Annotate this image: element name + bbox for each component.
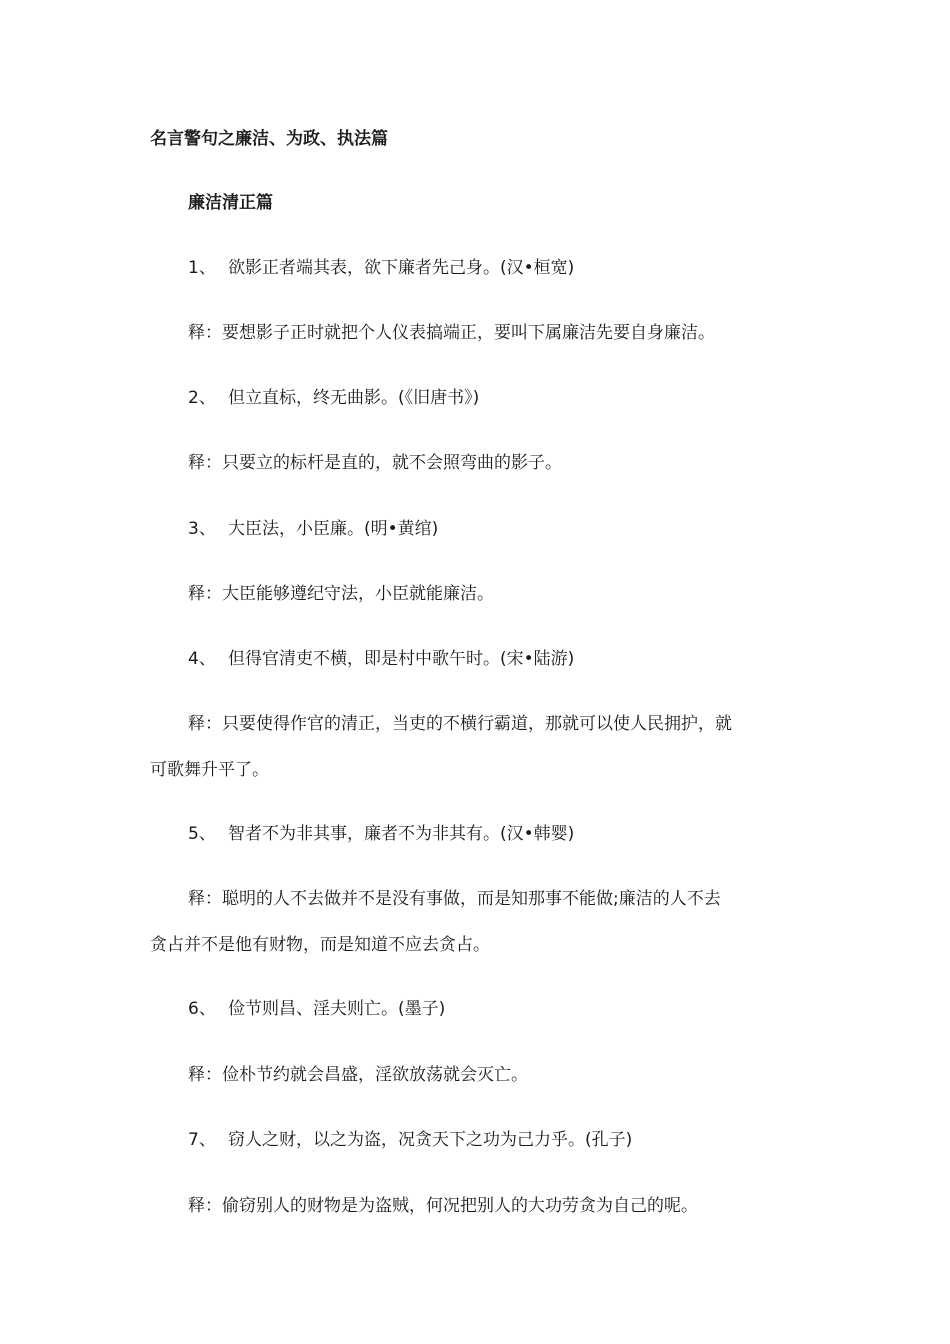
quote-line [188,257,574,279]
item-number: 7、 [188,1130,216,1150]
item-number: 4、 [188,649,216,669]
quote-text: 大臣法，小臣廉。(明•黄绾) [228,519,439,539]
section-heading: 廉洁清正篇 [188,193,273,213]
explanation-line: 释：大臣能够遵纪守法，小臣就能廉洁。 [188,584,494,604]
quote-line [188,387,479,409]
quote-text: 但立直标，终无曲影。(《旧唐书》) [228,388,480,408]
quote-line [188,823,574,845]
explanation-line: 释：偷窃别人的财物是为盗贼，何况把别人的大功劳贪为自己的呢。 [188,1196,698,1216]
quote-text: 欲影正者端其表，欲下廉者先己身。(汉•桓宽) [228,258,575,278]
quote-text: 但得官清吏不横，即是村中歌午时。(宋•陆游) [228,649,575,669]
explanation-line: 释：要想影子正时就把个人仪表搞端正，要叫下属廉洁先要自身廉洁。 [188,323,715,343]
quote-text: 窃人之财，以之为盗，况贪天下之功为己力乎。(孔子) [228,1130,633,1150]
quote-line [188,518,438,540]
explanation-line: 释：只要使得作官的清正，当吏的不横行霸道，那就可以使人民拥护，就 [188,714,732,734]
item-number: 1、 [188,258,216,278]
item-number: 3、 [188,519,216,539]
explanation-line: 释：只要立的标杆是直的，就不会照弯曲的影子。 [188,453,562,473]
explanation-line: 可歌舞升平了。 [150,760,269,780]
item-number: 2、 [188,388,216,408]
quote-text: 智者不为非其事，廉者不为非其有。(汉•韩婴) [228,824,575,844]
explanation-line: 贪占并不是他有财物，而是知道不应去贪占。 [150,935,490,955]
explanation-line: 释：俭朴节约就会昌盛，淫欲放荡就会灭亡。 [188,1065,528,1085]
quote-line [188,648,574,670]
document-title: 名言警句之廉洁、为政、执法篇 [150,129,388,149]
item-number: 6、 [188,999,216,1019]
item-number: 5、 [188,824,216,844]
quote-line [188,1129,632,1151]
quote-text: 俭节则昌、淫夫则亡。(墨子) [228,999,446,1019]
quote-line [188,998,445,1020]
explanation-line: 释：聪明的人不去做并不是没有事做，而是知那事不能做;廉洁的人不去 [188,889,721,909]
